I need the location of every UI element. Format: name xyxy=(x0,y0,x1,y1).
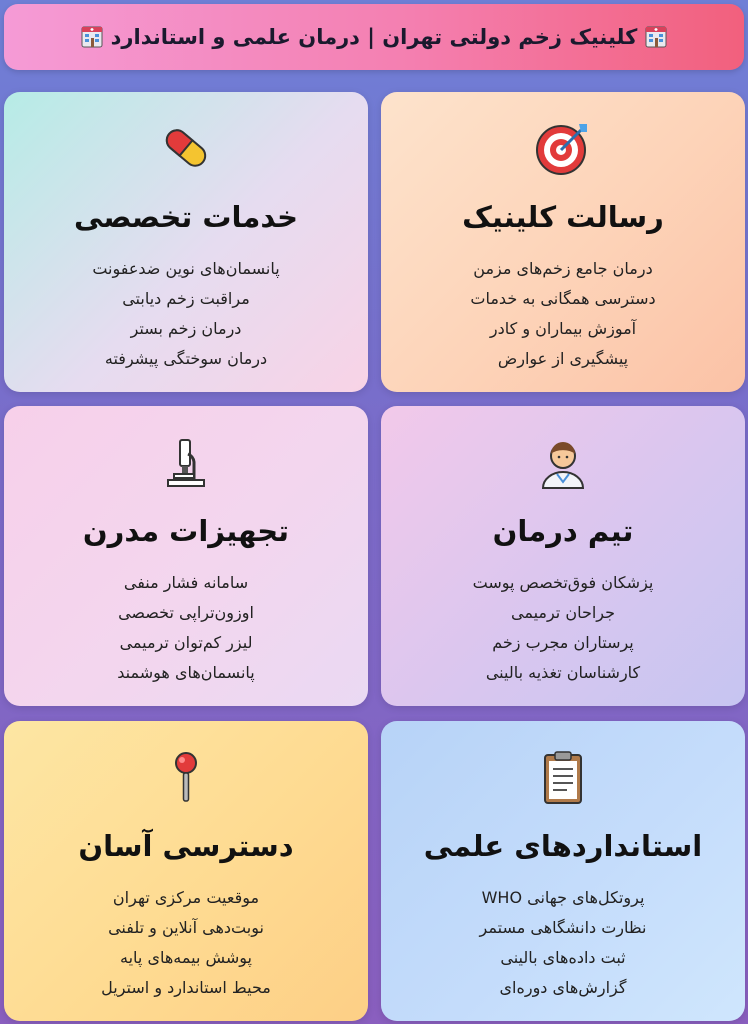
list-item: درمان سوختگی پیشرفته xyxy=(104,349,268,368)
list-item: اوزون‌تراپی تخصصی xyxy=(118,603,254,622)
card-mission xyxy=(381,92,745,392)
list-item: آموزش بیماران و کادر xyxy=(489,319,637,338)
pill-icon xyxy=(156,118,216,178)
page-title: کلینیک زخم دولتی تهران | درمان علمی و استاندارد xyxy=(110,25,638,49)
card-title: تیم درمان xyxy=(492,514,634,548)
card-access xyxy=(4,721,368,1021)
card-title: استانداردهای علمی xyxy=(423,829,703,863)
doctor-icon xyxy=(533,432,593,492)
card-list xyxy=(473,568,654,688)
card-title: خدمات تخصصی xyxy=(74,200,299,234)
list-item: پیشگیری از عوارض xyxy=(497,349,629,368)
card-title: رسالت کلینیک xyxy=(462,200,664,234)
hospital-icon xyxy=(645,26,667,48)
header-banner xyxy=(4,4,744,70)
list-item: موقعیت مرکزی تهران xyxy=(112,888,260,907)
list-item: پروتکل‌های جهانی WHO xyxy=(481,888,645,907)
list-item: سامانه فشار منفی xyxy=(123,573,249,592)
list-item: درمان جامع زخم‌های مزمن xyxy=(473,259,653,278)
card-list xyxy=(480,883,647,1003)
list-item: جراحان ترمیمی xyxy=(510,603,616,622)
card-title: دسترسی آسان xyxy=(78,829,294,863)
list-item: پوشش بیمه‌های پایه xyxy=(120,948,252,967)
card-standards xyxy=(381,721,745,1021)
card-list xyxy=(470,254,655,374)
clipboard-icon xyxy=(533,747,593,807)
card-team xyxy=(381,406,745,706)
card-equipment xyxy=(4,406,368,706)
card-list xyxy=(101,883,271,1003)
list-item: پزشکان فوق‌تخصص پوست xyxy=(472,573,654,592)
list-item: لیزر کم‌توان ترمیمی xyxy=(119,633,253,652)
list-item: محیط استاندارد و استریل xyxy=(101,978,271,997)
list-item: ثبت داده‌های بالینی xyxy=(500,948,626,967)
card-title: تجهیزات مدرن xyxy=(82,514,290,548)
pin-icon xyxy=(156,747,216,807)
list-item: پرستاران مجرب زخم xyxy=(492,633,634,652)
microscope-icon xyxy=(156,432,216,492)
card-services xyxy=(4,92,368,392)
list-item: نوبت‌دهی آنلاین و تلفنی xyxy=(108,918,264,937)
card-list xyxy=(117,568,254,688)
list-item: کارشناسان تغذیه بالینی xyxy=(485,663,641,682)
list-item: پانسمان‌های هوشمند xyxy=(117,663,255,682)
list-item: دسترسی همگانی به خدمات xyxy=(470,289,656,308)
list-item: گزارش‌های دوره‌ای xyxy=(499,978,627,997)
list-item: درمان زخم بستر xyxy=(130,319,242,338)
hospital-icon xyxy=(81,26,103,48)
list-item: پانسمان‌های نوین ضدعفونت xyxy=(92,259,280,278)
list-item: نظارت دانشگاهی مستمر xyxy=(479,918,647,937)
target-icon xyxy=(533,118,593,178)
list-item: مراقبت زخم دیابتی xyxy=(122,289,250,308)
card-list xyxy=(92,254,279,374)
